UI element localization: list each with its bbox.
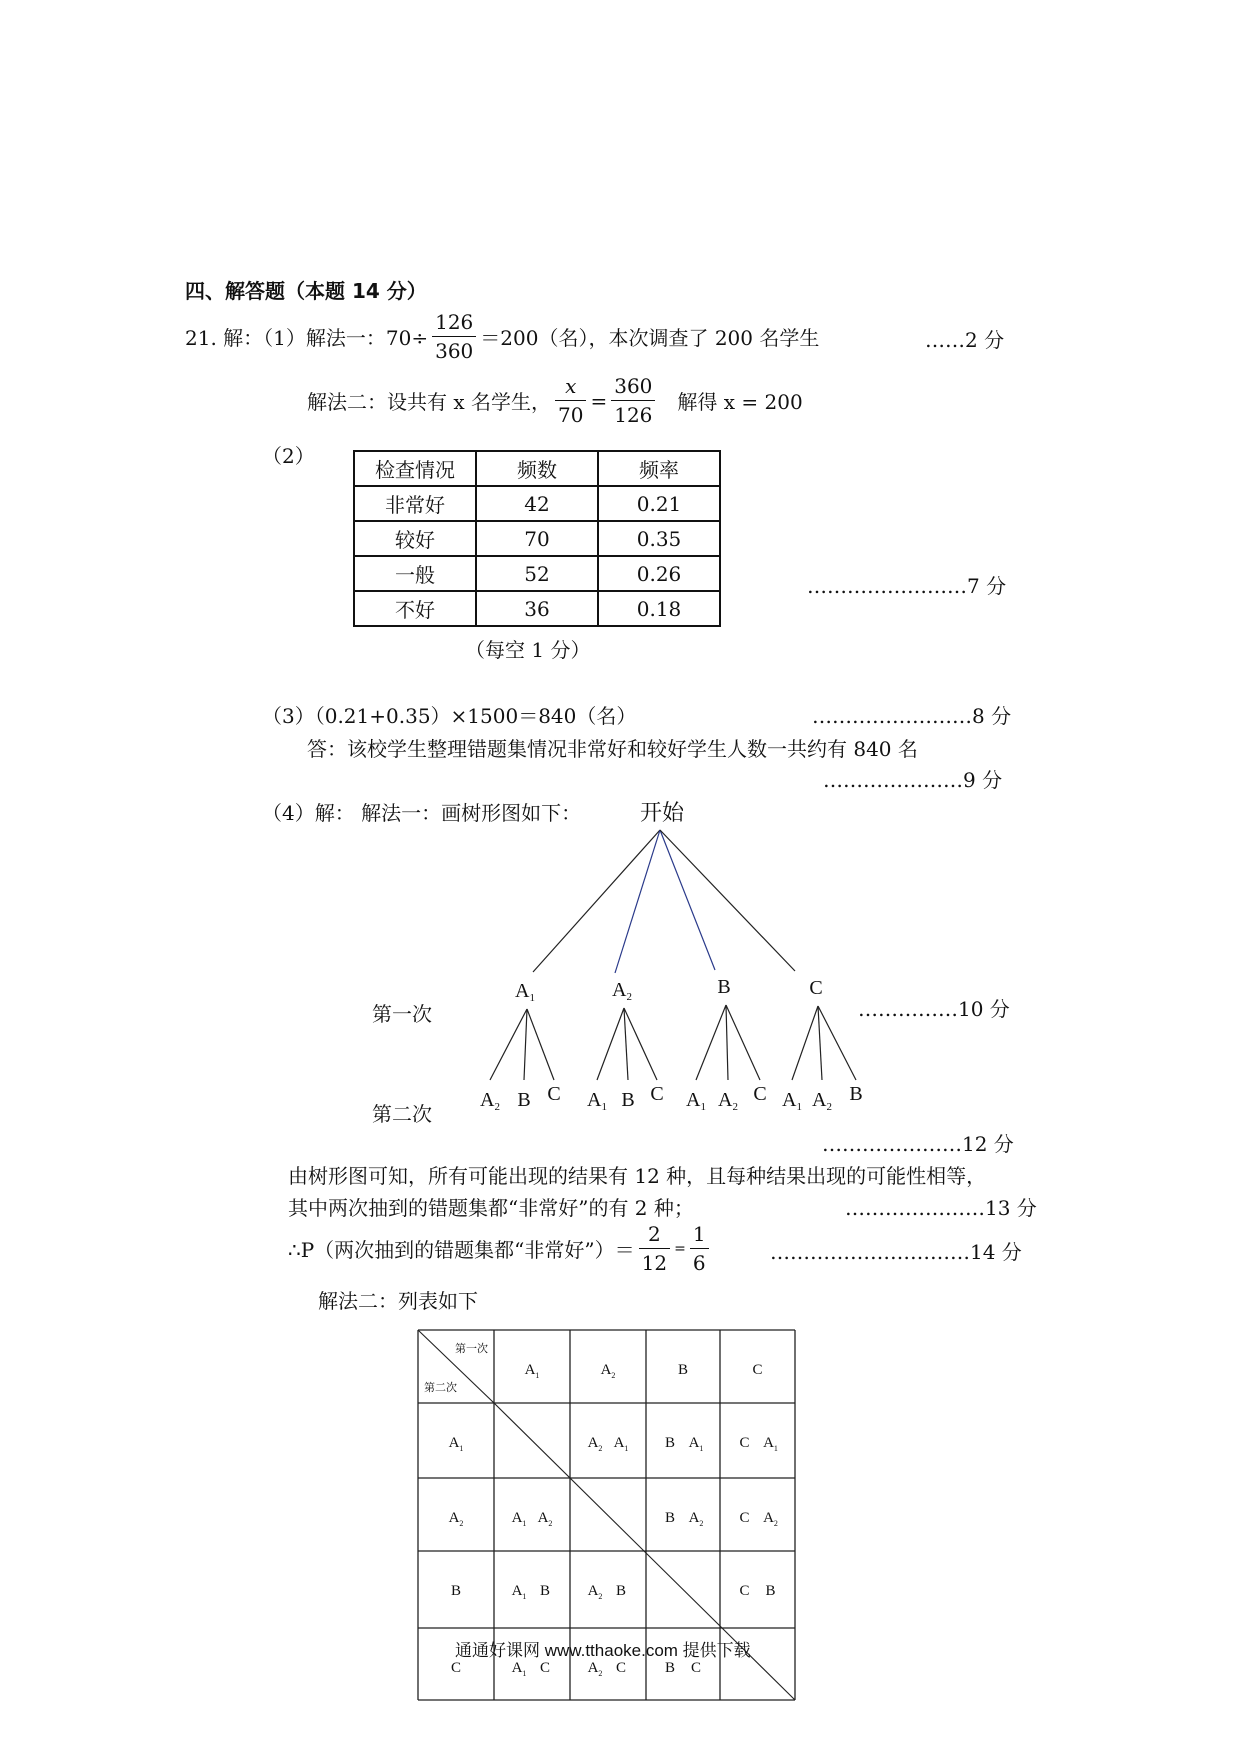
- tree-branch: [490, 1009, 527, 1080]
- q1-frac-num: 126: [435, 310, 474, 334]
- prob-frac2-den: 6: [690, 1248, 709, 1275]
- q2-label: （2）: [262, 444, 315, 468]
- tree-node-level2: B: [517, 1089, 531, 1111]
- q4-line1: （4）解： 解法一：画树形图如下：: [262, 801, 582, 825]
- grid-cell-item: $A_1$: [511, 1660, 527, 1678]
- q3-line1: （3）（0.21+0.35）×1500＝840（名）: [262, 704, 637, 728]
- tree-node-level2: $A_2$: [718, 1089, 738, 1113]
- grid-cell-item: $A_2$: [537, 1510, 553, 1528]
- table-cell: 42: [476, 486, 598, 521]
- grid-row-header: C: [450, 1660, 462, 1676]
- tree-node-level2: C: [753, 1083, 767, 1105]
- tree-node-level2: C: [547, 1083, 561, 1105]
- prob-prefix: ∴P（两次抽到的错题集都“非常好”）＝: [288, 1238, 635, 1262]
- grid-row-header: $A_2$: [448, 1510, 464, 1528]
- grid-cell-item: $A_1$: [613, 1435, 629, 1453]
- q2-note: （每空 1 分）: [465, 638, 591, 662]
- q4-score13: …………………13 分: [845, 1196, 1037, 1220]
- q4-conclusion1: 由树形图可知，所有可能出现的结果有 12 种，且每种结果出现的可能性相等，: [288, 1164, 987, 1188]
- grid-cell-item: C: [739, 1435, 750, 1451]
- tree-branch: [660, 830, 795, 971]
- grid-cell-item: $A_2$: [587, 1435, 603, 1453]
- prob-equals: =: [674, 1240, 686, 1257]
- grid-cell-item: C: [615, 1660, 627, 1676]
- grid-cell-item: B: [615, 1583, 627, 1599]
- grid-cell-item: $A_1$: [511, 1583, 527, 1601]
- q4-score14: …………………………14 分: [770, 1240, 1022, 1264]
- tree-node-level2: C: [650, 1083, 664, 1105]
- tree-level2-score: …………………12 分: [822, 1132, 1014, 1156]
- method2-title: 解法二：列表如下: [318, 1289, 478, 1313]
- q2-score: ……………………7 分: [807, 574, 1007, 598]
- grid-cell-item: $A_1$: [763, 1435, 778, 1453]
- tree-branch: [726, 1005, 728, 1080]
- table-cell: 0.21: [598, 486, 720, 521]
- q1b-frac2-den: 126: [611, 400, 655, 427]
- outcome-grid: [0, 1300, 1240, 1754]
- grid-column-header: C: [752, 1362, 763, 1378]
- table-cell: 52: [476, 556, 598, 591]
- tree-branch: [615, 830, 660, 973]
- q1b-prefix: 解法二：设共有 x 名学生，: [307, 390, 551, 414]
- prob-frac1-den: 12: [639, 1248, 670, 1275]
- tree-branch: [597, 1008, 624, 1080]
- tree-level2-label: 第二次: [372, 1102, 432, 1126]
- tree-branch: [818, 1006, 822, 1080]
- tree-root: 开始: [639, 800, 685, 825]
- grid-row-header: B: [450, 1583, 462, 1599]
- grid-cell-item: C: [739, 1510, 750, 1526]
- section-title: 四、解答题（本题 14 分）: [185, 279, 427, 303]
- grid-cell-item: B: [539, 1583, 551, 1599]
- tree-node-level2: B: [621, 1089, 635, 1111]
- grid-row-header: $A_1$: [448, 1435, 464, 1453]
- q3-score2: …………………9 分: [823, 768, 1003, 792]
- tree-node-level2: $A_2$: [812, 1089, 832, 1113]
- tree-level1-label: 第一次: [372, 1002, 432, 1026]
- tree-node-level1: $A_2$: [612, 979, 632, 1003]
- grid-cell-item: B: [765, 1583, 776, 1599]
- prob-frac2-num: 1: [692, 1222, 706, 1246]
- tree-node-level1: C: [809, 977, 823, 999]
- q1b-frac1-den: 70: [555, 400, 586, 427]
- corner-top-label: 第一次: [455, 1343, 488, 1355]
- tree-node-level1: B: [717, 976, 731, 998]
- table-cell: 0.26: [598, 556, 720, 591]
- tree-branch: [726, 1005, 760, 1080]
- tree-branch: [660, 830, 715, 970]
- q4-probability: [288, 1222, 713, 1275]
- table-cell: 70: [476, 521, 598, 556]
- grid-column-header: $A_2$: [600, 1362, 616, 1380]
- q1b-equals: =: [590, 388, 608, 413]
- grid-cell-item: $A_1$: [511, 1510, 527, 1528]
- prob-fraction1: [639, 1222, 670, 1275]
- q1-frac-den: 360: [432, 336, 476, 363]
- table-cell: 0.18: [598, 591, 720, 626]
- tree-level1-score: ……………10 分: [858, 997, 1010, 1021]
- tree-node-level2: $A_2$: [480, 1089, 500, 1113]
- tree-branch: [696, 1005, 726, 1080]
- tree-node-level2: $A_1$: [782, 1089, 802, 1113]
- grid-cell-item: C: [690, 1660, 702, 1676]
- grid-column-header: $A_1$: [524, 1362, 540, 1380]
- q3-answer: 答：该校学生整理错题集情况非常好和较好学生人数一共约有 840 名: [307, 737, 918, 761]
- grid-cell-item: $A_2$: [688, 1510, 704, 1528]
- grid-cell-item: B: [664, 1660, 676, 1676]
- tree-branch: [524, 1009, 527, 1080]
- table-cell: 一般: [354, 556, 476, 591]
- prob-fraction2: [690, 1222, 709, 1275]
- q1-prefix: 21. 解：（1）解法一：70÷: [185, 326, 429, 350]
- tree-branch: [527, 1009, 554, 1080]
- grid-cell-item: B: [664, 1510, 676, 1526]
- tree-branch: [533, 830, 660, 972]
- q1-suffix: ＝200（名），本次调查了 200 名学生: [480, 326, 820, 350]
- tree-node-level2: $A_1$: [587, 1089, 607, 1113]
- q3-score1: ……………………8 分: [812, 704, 1012, 728]
- tree-branch: [818, 1006, 856, 1080]
- table-cell: 非常好: [354, 486, 476, 521]
- tree-node-level2: $A_1$: [686, 1089, 706, 1113]
- grid-cell-item: $A_2$: [763, 1510, 778, 1528]
- tree-branch: [624, 1008, 628, 1080]
- q1b-frac1-num: x: [565, 374, 577, 398]
- table-header: 频数: [476, 451, 598, 486]
- grid-cell-item: B: [664, 1435, 676, 1451]
- tree-node-level1: $A_1$: [515, 980, 535, 1004]
- grid-cell-item: $A_2$: [587, 1660, 603, 1678]
- prob-frac1-num: 2: [648, 1222, 661, 1246]
- q1-score: ……2 分: [925, 328, 1005, 352]
- q1b-suffix: 解得 x = 200: [677, 390, 803, 414]
- grid-column-header: B: [677, 1362, 689, 1378]
- q4-conclusion2: 其中两次抽到的错题集都“非常好”的有 2 种；: [288, 1196, 694, 1220]
- tree-branch: [792, 1006, 818, 1080]
- table-cell: 不好: [354, 591, 476, 626]
- tree-branch: [624, 1008, 657, 1080]
- table-cell: 0.35: [598, 521, 720, 556]
- table-header: 频率: [598, 451, 720, 486]
- grid-cell-item: C: [539, 1660, 551, 1676]
- table-header: 检查情况: [354, 451, 476, 486]
- table-cell: 较好: [354, 521, 476, 556]
- grid-cell-item: C: [739, 1583, 750, 1599]
- q1b-frac2-num: 360: [614, 374, 653, 398]
- grid-cell-item: $A_2$: [587, 1583, 603, 1601]
- watermark: 通通好课网 www.tthaoke.com 提供下载: [455, 1641, 751, 1660]
- tree-node-level2: B: [849, 1083, 863, 1105]
- corner-bottom-label: 第二次: [424, 1382, 457, 1394]
- grid-cell-item: $A_1$: [688, 1435, 704, 1453]
- table-cell: 36: [476, 591, 598, 626]
